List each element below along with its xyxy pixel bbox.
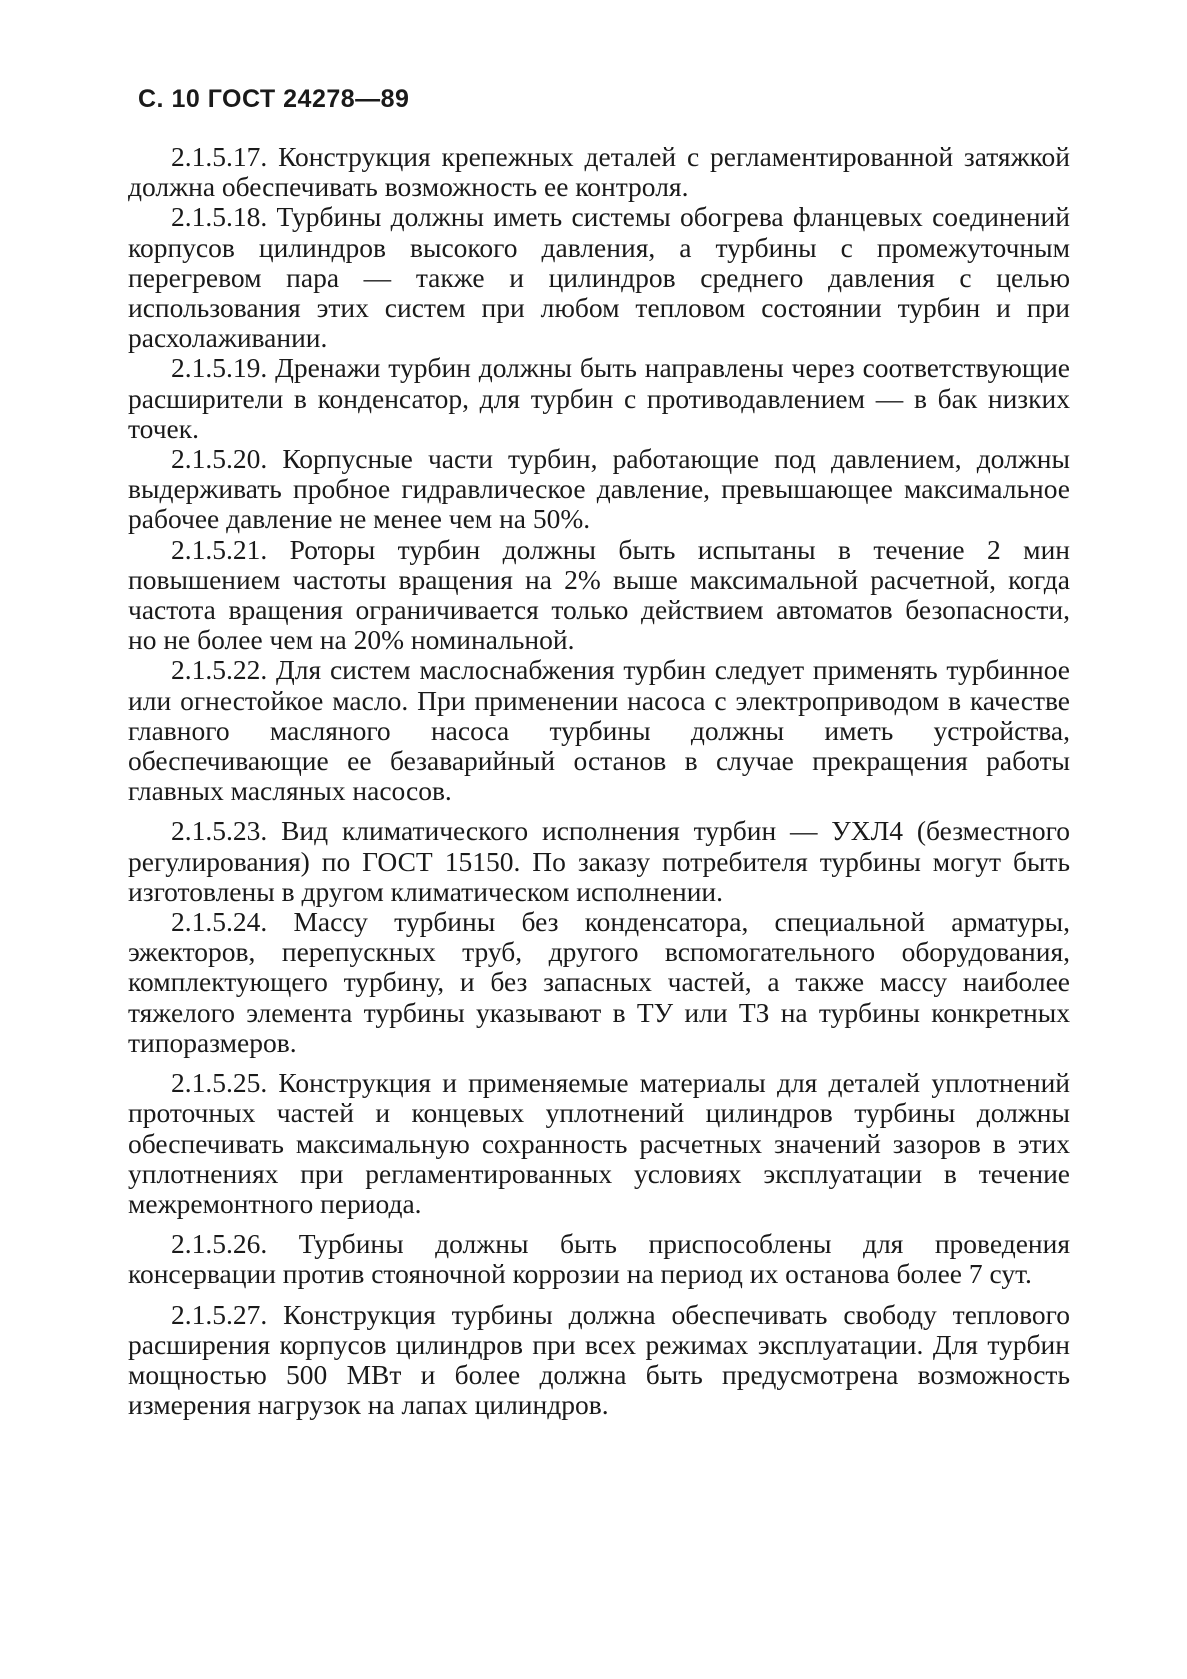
paragraph-2-1-5-23: 2.1.5.23. Вид климатического исполнения турбин — УХЛ4 (безместного регулирования) по ГОСТ 15150. По заказу потребителя турбины могут быть изготовлены в другом климатическом исполнении.	[128, 815, 1070, 907]
paragraph-2-1-5-26: 2.1.5.26. Турбины должны быть приспособлены для проведения консервации против стояночной коррозии на период их останова более 7 сут.	[128, 1228, 1070, 1290]
paragraph-2-1-5-27: 2.1.5.27. Конструкция турбины должна обеспечивать свободу теплового расширения корпусов цилиндров при всех режимах эксплуатации. Для турбин мощностью 500 МВт и более должна быть предусмотрена возможность измерения нагрузок на лапах цилиндров.	[128, 1298, 1070, 1421]
paragraph-2-1-5-19: 2.1.5.19. Дренажи турбин должны быть направлены через соответствующие расширители в конденсатор, для турбин с противодавлением — в бак низких точек.	[128, 352, 1070, 444]
paragraph-2-1-5-24: 2.1.5.24. Массу турбины без конденсатора, специальной арматуры, эжекторов, перепускных труб, другого вспомогательного оборудования, комплектующего турбину, и без запасных частей, а также массу наиболее тяжелого элемента турбины указывают в ТУ или ТЗ на турбины конкретных типоразмеров.	[128, 906, 1070, 1058]
paragraph-2-1-5-17: 2.1.5.17. Конструкция крепежных деталей с регламентированной затяжкой должна обеспечивать возможность ее контроля.	[128, 141, 1070, 203]
paragraph-2-1-5-25: 2.1.5.25. Конструкция и применяемые материалы для деталей уплотнений проточных частей и концевых уплотнений цилиндров турбины должны обеспечивать максимальную сохранность расчетных значений зазоров в этих уплотнениях при регламентированных условиях эксплуатации в течение межремонтного периода.	[128, 1067, 1070, 1219]
page-header: С. 10 ГОСТ 24278—89	[138, 85, 410, 113]
paragraph-2-1-5-18: 2.1.5.18. Турбины должны иметь системы обогрева фланцевых соединений корпусов цилиндров высокого давления, а турбины с промежуточным перегревом пара — также и цилиндров среднего давления с целью использования этих систем при любом тепловом состоянии турбин и при расхолаживании.	[128, 201, 1070, 354]
paragraph-2-1-5-21: 2.1.5.21. Роторы турбин должны быть испытаны в течение 2 мин повышением частоты вращения на 2% выше максимальной расчетной, когда частота вращения ограничивается только действием автоматов безопасности, но не более чем на 20% номинальной.	[128, 533, 1070, 656]
paragraph-2-1-5-20: 2.1.5.20. Корпусные части турбин, работающие под давлением, должны выдерживать пробное гидравлическое давление, превышающее максимальное рабочее давление не менее чем на 50%.	[128, 443, 1070, 535]
document-page	[128, 82, 1070, 1420]
paragraph-2-1-5-22: 2.1.5.22. Для систем маслоснабжения турбин следует применять турбинное или огнестойкое масло. При применении насоса с электроприводом в качестве главного масляного насоса турбины должны иметь устройства, обеспечивающие ее безаварийный останов в случае прекращения работы главных масляных насосов.	[128, 654, 1070, 807]
